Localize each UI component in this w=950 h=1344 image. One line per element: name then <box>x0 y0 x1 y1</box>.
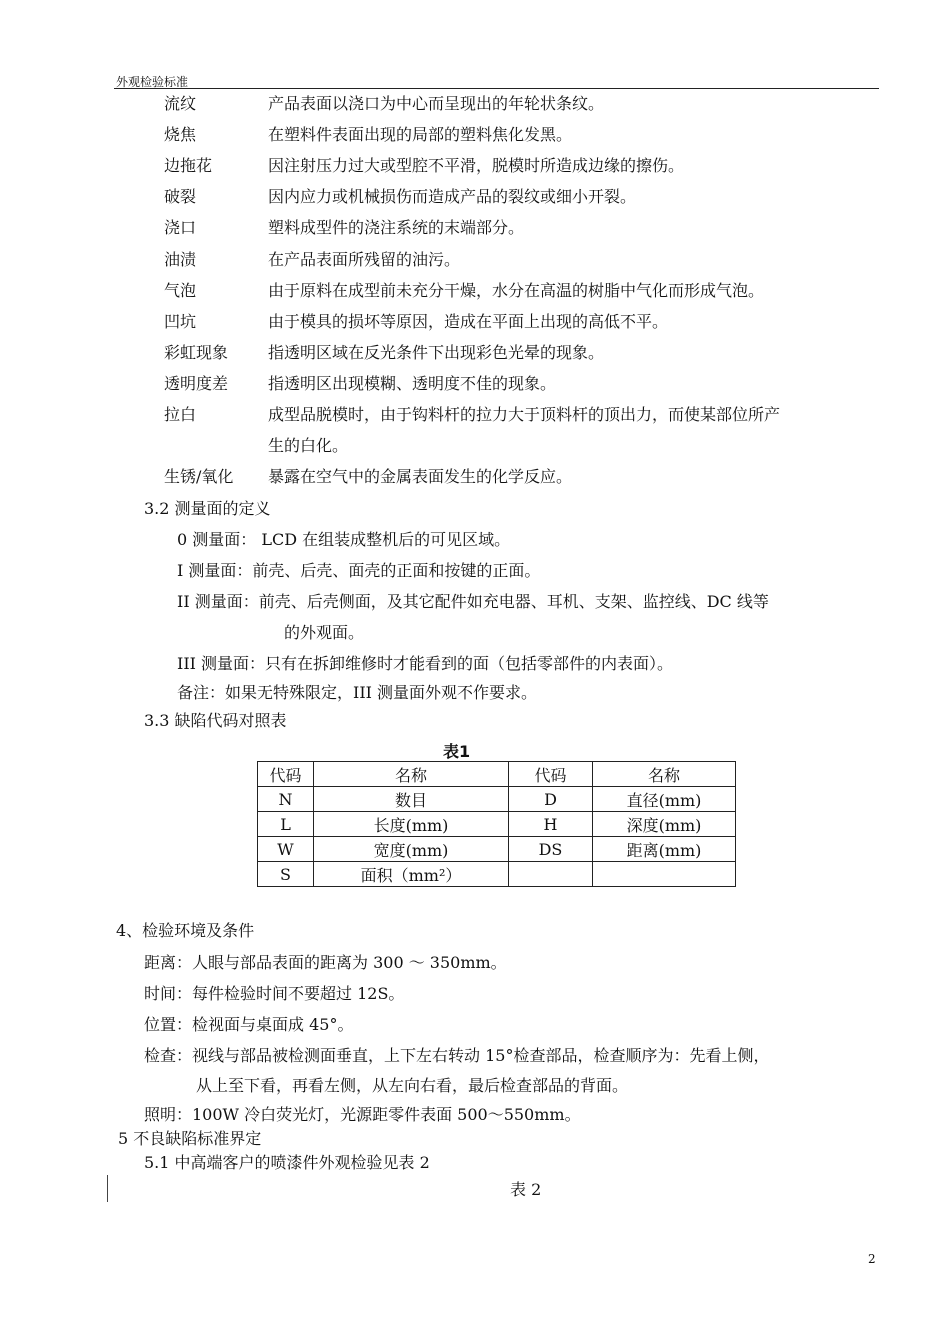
table-cell: W <box>258 837 314 862</box>
table-cell: 直径(mm) <box>593 787 736 812</box>
term-label: 油渍 <box>164 250 197 269</box>
term-definition: 在塑料件表面出现的局部的塑料焦化发黑。 <box>268 125 573 144</box>
table-row <box>258 862 736 887</box>
term-definition-continued: 生的白化。 <box>268 436 349 455</box>
section-3-2-heading: 3.2 测量面的定义 <box>144 499 271 518</box>
condition-line: 照明：100W 冷白荧光灯，光源距零件表面 500～550mm。 <box>144 1105 581 1124</box>
condition-line: 位置：检视面与桌面成 45°。 <box>144 1015 354 1034</box>
term-definition: 在产品表面所残留的油污。 <box>268 250 461 269</box>
term-label: 烧焦 <box>164 125 197 144</box>
section-5-1-heading: 5.1 中高端客户的喷漆件外观检验见表 2 <box>144 1153 430 1172</box>
term-label: 浇口 <box>164 218 197 237</box>
term-label: 生锈/氧化 <box>164 467 234 486</box>
table-2-caption: 表 2 <box>510 1180 542 1199</box>
table-header-cell: 名称 <box>593 762 736 787</box>
table-cell: 面积（mm²） <box>314 862 509 887</box>
table-header-row <box>258 762 736 787</box>
table-row <box>258 812 736 837</box>
condition-line-continued: 从上至下看，再看左侧，从左向右看，最后检查部品的背面。 <box>196 1076 629 1095</box>
table-row <box>258 787 736 812</box>
term-definition: 由于模具的损坏等原因，造成在平面上出现的高低不平。 <box>268 312 669 331</box>
term-definition: 指透明区域在反光条件下出现彩色光晕的现象。 <box>268 343 605 362</box>
section-3-3-heading: 3.3 缺陷代码对照表 <box>144 711 287 730</box>
condition-line: 距离：人眼与部品表面的距离为 300 ～ 350mm。 <box>144 953 507 972</box>
term-definition: 暴露在空气中的金属表面发生的化学反应。 <box>268 467 573 486</box>
term-definition: 因内应力或机械损伤而造成产品的裂纹或细小开裂。 <box>268 187 637 206</box>
page-number: 2 <box>868 1252 876 1266</box>
term-definition: 成型品脱模时，由于钩料杆的拉力大于顶料杆的顶出力，而使某部位所产 <box>268 405 781 424</box>
defect-code-table <box>257 761 736 887</box>
table-cell: N <box>258 787 314 812</box>
surface-definition-line: 的外观面。 <box>284 623 365 642</box>
surface-note: 备注：如果无特殊限定，III 测量面外观不作要求。 <box>177 683 538 702</box>
table-cell: S <box>258 862 314 887</box>
table-cell: 宽度(mm) <box>314 837 509 862</box>
table-header-cell: 名称 <box>314 762 509 787</box>
table-cell: 长度(mm) <box>314 812 509 837</box>
term-definition: 产品表面以浇口为中心而呈现出的年轮状条纹。 <box>268 94 605 113</box>
table-cell <box>509 862 593 887</box>
table-1-caption: 表1 <box>443 742 471 761</box>
table-cell: H <box>509 812 593 837</box>
table-cell <box>593 862 736 887</box>
table-cell: DS <box>509 837 593 862</box>
term-definition: 因注射压力过大或型腔不平滑，脱模时所造成边缘的擦伤。 <box>268 156 685 175</box>
term-label: 破裂 <box>164 187 197 206</box>
table-row <box>258 837 736 862</box>
term-label: 拉白 <box>164 405 197 424</box>
section-5-heading: 5 不良缺陷标准界定 <box>118 1129 262 1148</box>
table-cell: D <box>509 787 593 812</box>
condition-line: 检查：视线与部品被检测面垂直，上下左右转动 15°检查部品，检查顺序为：先看上侧， <box>144 1046 770 1065</box>
margin-bar <box>107 1175 108 1202</box>
term-label: 彩虹现象 <box>164 343 229 362</box>
surface-definition-line: I 测量面：前壳、后壳、面壳的正面和按键的正面。 <box>177 561 541 580</box>
table-cell: 距离(mm) <box>593 837 736 862</box>
term-label: 流纹 <box>164 94 197 113</box>
surface-definition-line: 0 测量面： LCD 在组装成整机后的可见区域。 <box>177 530 511 549</box>
term-label: 气泡 <box>164 281 197 300</box>
table-header-cell: 代码 <box>258 762 314 787</box>
table-cell: 数目 <box>314 787 509 812</box>
term-definition: 塑料成型件的浇注系统的末端部分。 <box>268 218 525 237</box>
surface-definition-line: II 测量面：前壳、后壳侧面，及其它配件如充电器、耳机、支架、监控线、DC 线等 <box>177 592 769 611</box>
table-cell: L <box>258 812 314 837</box>
term-definition: 由于原料在成型前未充分干燥，水分在高温的树脂中气化而形成气泡。 <box>268 281 765 300</box>
page-header-title: 外观检验标准 <box>116 75 189 89</box>
table-cell: 深度(mm) <box>593 812 736 837</box>
term-label: 透明度差 <box>164 374 229 393</box>
header-rule <box>114 88 879 89</box>
term-label: 凹坑 <box>164 312 197 331</box>
surface-definition-line: III 测量面：只有在拆卸维修时才能看到的面（包括零部件的内表面）。 <box>177 654 674 673</box>
term-definition: 指透明区出现模糊、透明度不佳的现象。 <box>268 374 557 393</box>
section-4-heading: 4、检验环境及条件 <box>116 921 255 940</box>
term-label: 边拖花 <box>164 156 213 175</box>
condition-line: 时间：每件检验时间不要超过 12S。 <box>144 984 405 1003</box>
table-header-cell: 代码 <box>509 762 593 787</box>
